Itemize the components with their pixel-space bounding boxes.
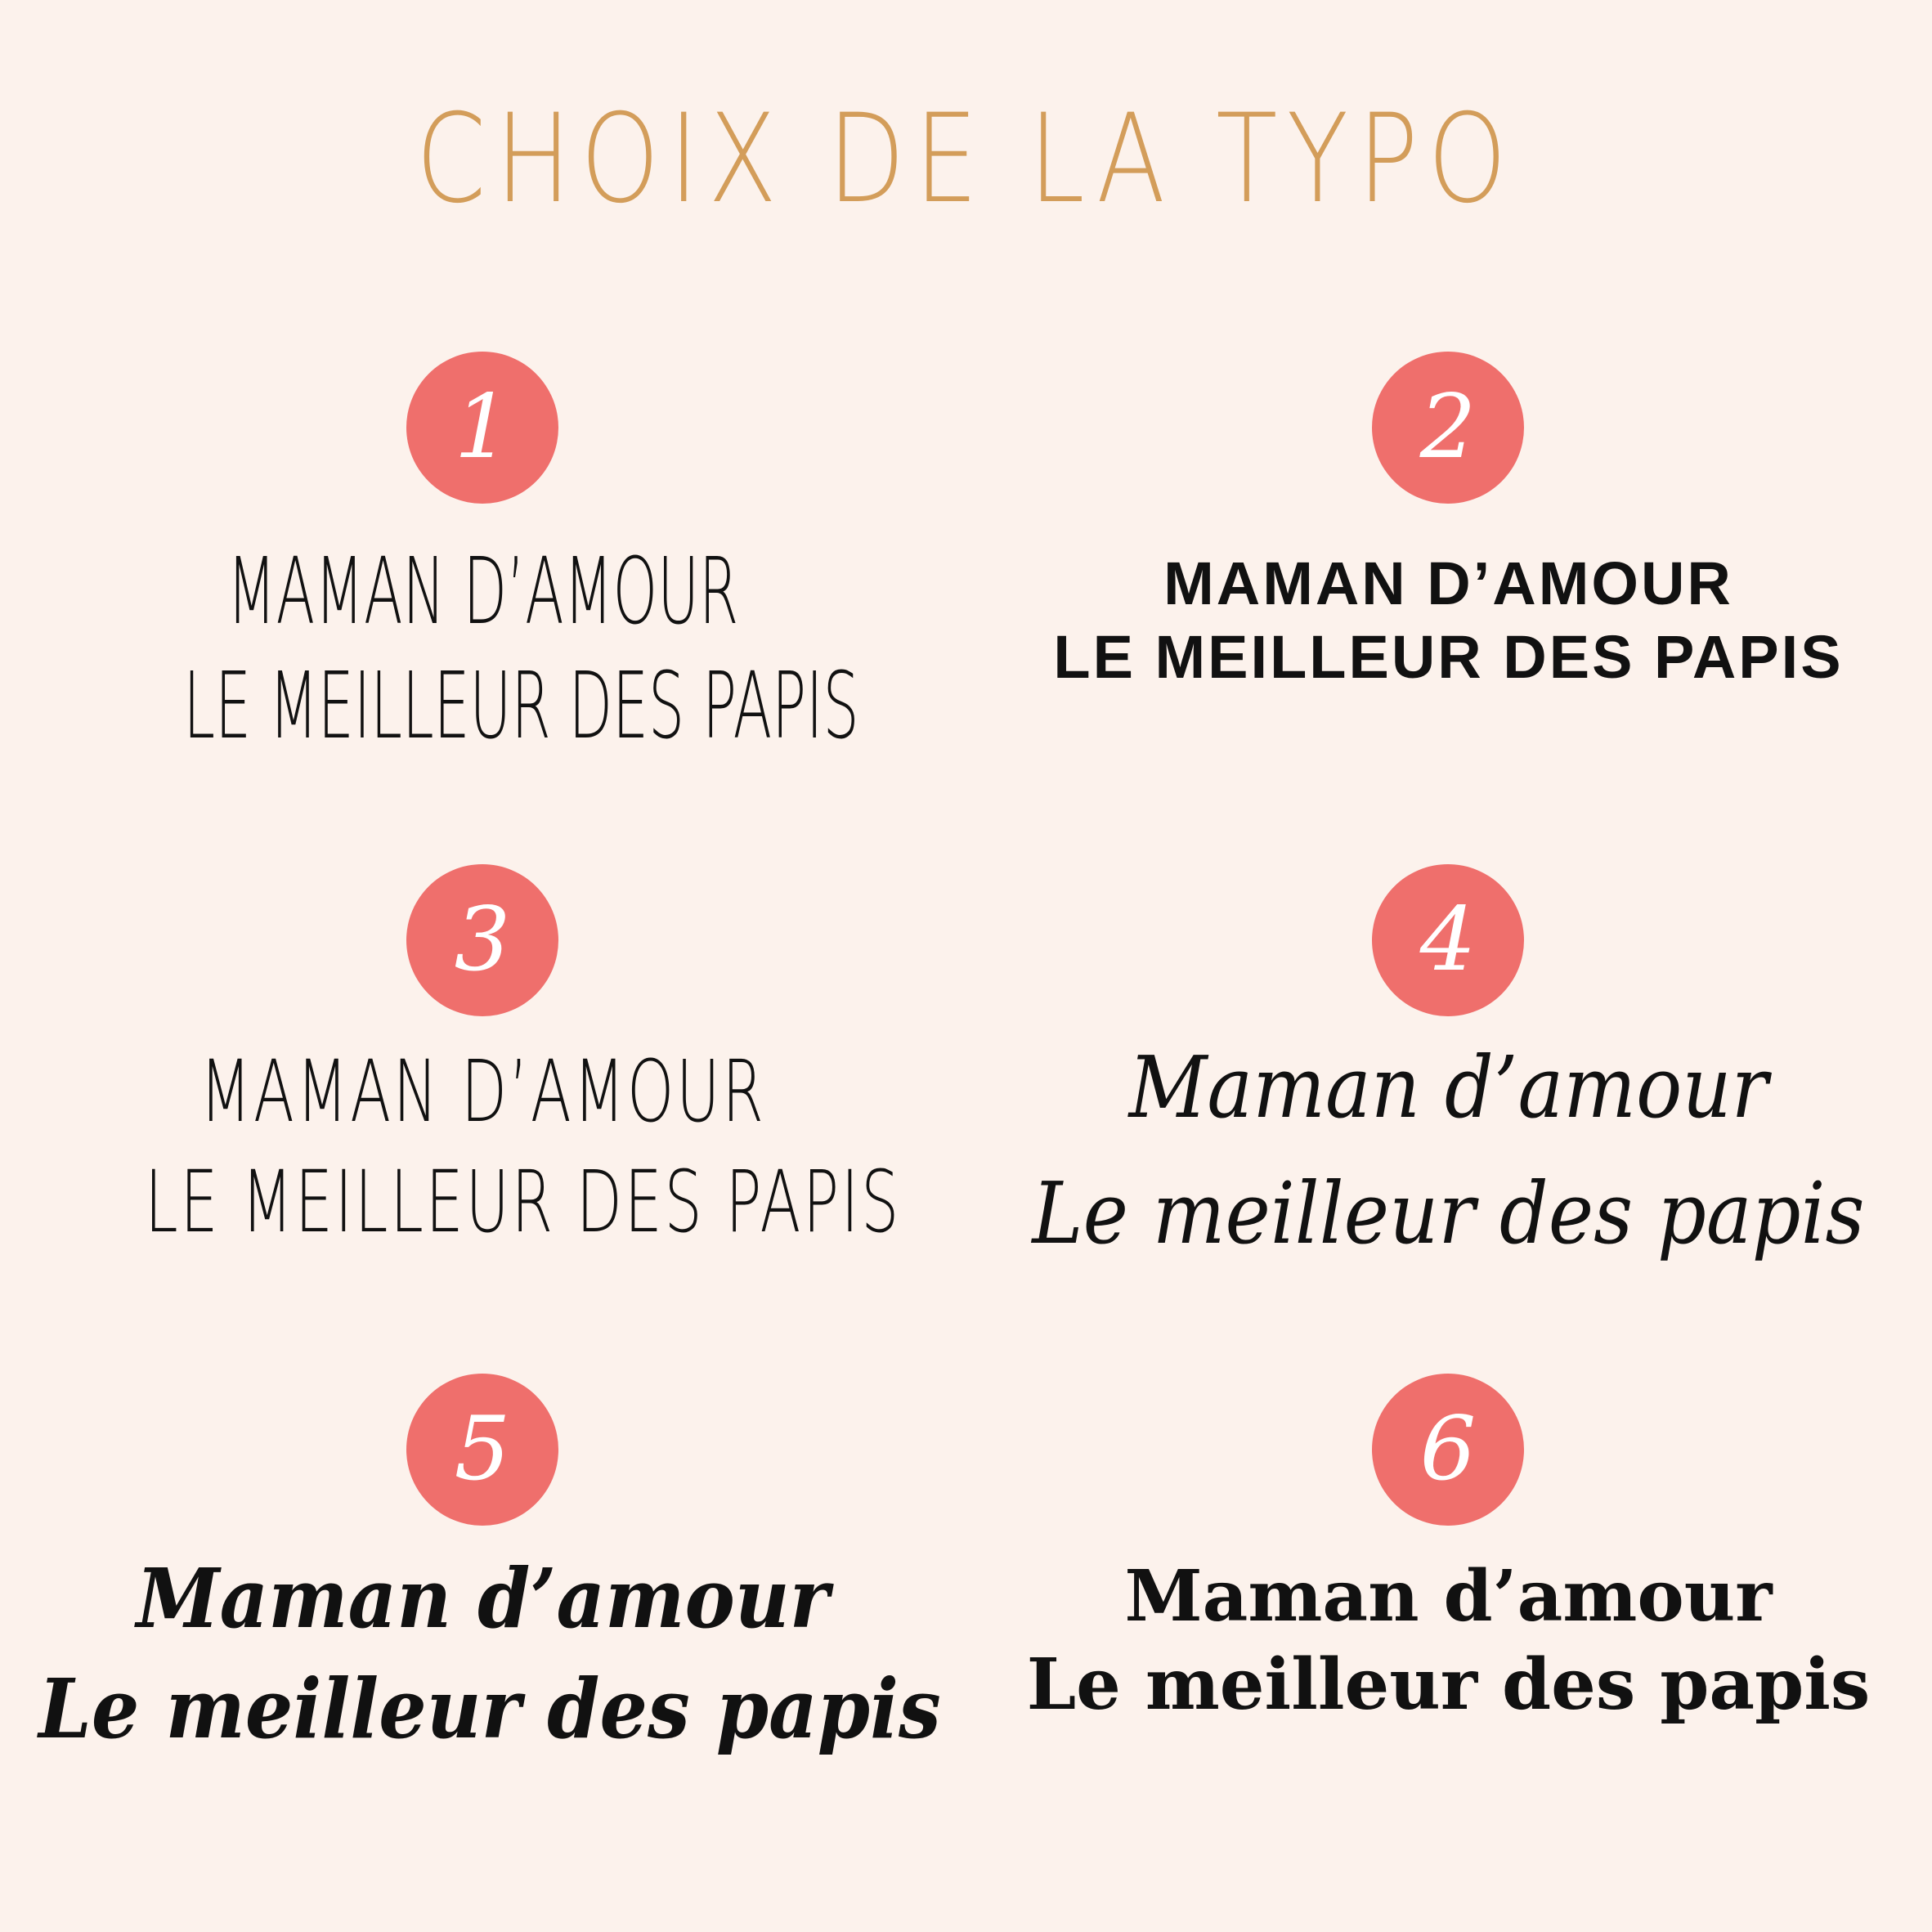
- option-number-badge: 2: [1372, 352, 1524, 504]
- sample-line-1: MAMAN D’AMOUR: [226, 539, 739, 645]
- option-number-badge: 6: [1372, 1374, 1524, 1526]
- sample-line-2: LE MEILLEUR DES PAPIS: [1053, 623, 1844, 691]
- sample-line-2: Le meilleur des papis: [1026, 1643, 1871, 1726]
- sample-line-1: Maman d’amour: [1124, 1555, 1773, 1638]
- sample-line-1: MAMAN D’AMOUR: [1163, 549, 1733, 617]
- sample-line-1: MAMAN D’AMOUR: [199, 1042, 766, 1141]
- sample-line-1: Maman d’amour: [136, 1550, 830, 1647]
- page-title: CHOIX DE LA TYPO: [415, 88, 1517, 231]
- option-number-badge: 3: [406, 864, 558, 1016]
- font-option-5[interactable]: [0, 0, 966, 1799]
- sample-line-2: LE MEILLEUR DES PAPIS: [145, 1152, 902, 1252]
- option-number-badge: 1: [406, 352, 558, 504]
- option-number-badge: 4: [1372, 864, 1524, 1016]
- option-number-badge: 5: [406, 1374, 558, 1526]
- sample-line-2: Le meilleur des papis: [38, 1661, 941, 1757]
- sample-line-2: LE MEILLEUR DES PAPIS: [183, 653, 859, 760]
- sample-line-2: Le meilleur des papis: [1032, 1163, 1865, 1263]
- font-option-6[interactable]: [966, 0, 1931, 1799]
- sample-line-1: Maman d’amour: [1128, 1038, 1768, 1137]
